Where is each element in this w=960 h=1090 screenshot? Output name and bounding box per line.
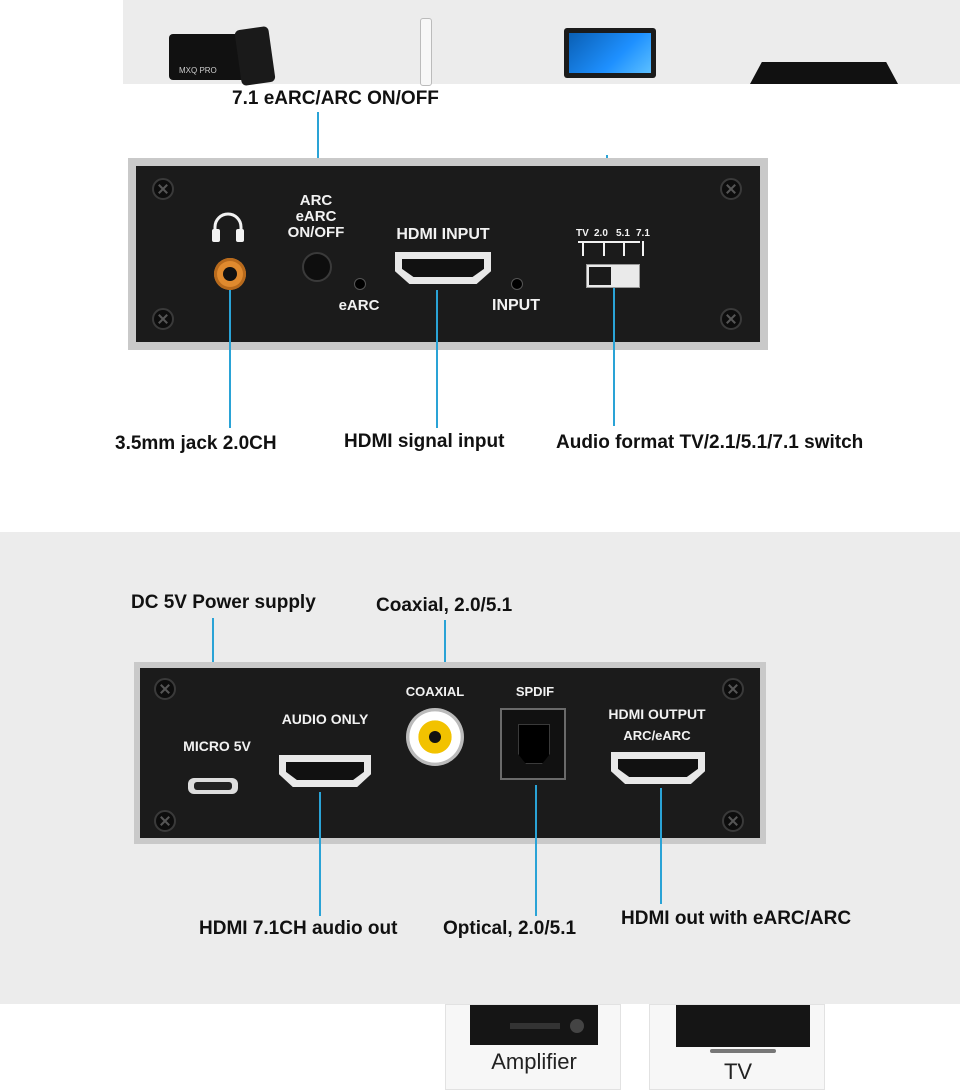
screw-icon [154, 678, 176, 700]
amplifier-card [445, 1004, 621, 1090]
micro-usb-port[interactable] [188, 778, 238, 794]
input-led [511, 278, 523, 290]
callout-hdmi-in: HDMI signal input [344, 431, 505, 452]
line-hdmi-in [436, 290, 438, 428]
remote-control [234, 26, 275, 86]
screw-icon [722, 678, 744, 700]
callout-optical: Optical, 2.0/5.1 [443, 918, 577, 939]
tv-receiver [750, 62, 898, 84]
spdif-label: SPDIF [515, 684, 555, 699]
arc-earc-toggle-button[interactable] [302, 252, 332, 282]
input-led-label: INPUT [492, 297, 540, 314]
amplifier-image [470, 1005, 598, 1045]
arc-button-label: ARC eARC ON/OFF [287, 192, 345, 241]
micro-5v-label: MICRO 5V [183, 738, 251, 754]
screw-icon [154, 810, 176, 832]
screw-icon [152, 178, 174, 200]
coaxial-port[interactable] [406, 708, 464, 766]
hdmi-input-port[interactable] [395, 252, 491, 284]
tv-stand [710, 1049, 776, 1053]
screw-icon [722, 810, 744, 832]
tv-card [649, 1004, 825, 1090]
hdmi-output-sub-label: ARC/eARC [623, 728, 691, 743]
switch-pos-5-1: 5.1 [616, 228, 630, 239]
earc-led [354, 278, 366, 290]
optical-spdif-port[interactable] [500, 708, 566, 780]
audio-only-label: AUDIO ONLY [281, 711, 369, 727]
bottom-device-panel [140, 668, 760, 838]
line-format-switch [613, 288, 615, 426]
hdmi-output-label: HDMI OUTPUT [608, 706, 706, 722]
amplifier-label: Amplifier [491, 1049, 577, 1074]
switch-pos-2-0: 2.0 [594, 228, 608, 239]
callout-power: DC 5V Power supply [131, 592, 316, 613]
switch-pos-7-1: 7.1 [636, 228, 650, 239]
callout-coaxial: Coaxial, 2.0/5.1 [376, 595, 513, 616]
callout-jack: 3.5mm jack 2.0CH [115, 433, 277, 454]
hdmi-output-port[interactable] [611, 752, 705, 784]
source-devices-strip [123, 0, 960, 84]
line-hdmi-out [660, 788, 662, 904]
tv-box-brand: MXQ PRO [179, 66, 217, 75]
audio-format-switch[interactable] [586, 264, 640, 288]
hdmi-input-label: HDMI INPUT [396, 226, 490, 243]
headphones-icon [210, 211, 246, 243]
switch-pos-tv: TV [576, 228, 589, 239]
audio-jack-3-5mm[interactable] [214, 258, 246, 290]
line-hdmi-audio-out [319, 792, 321, 916]
screw-icon [152, 308, 174, 330]
game-console [420, 18, 432, 86]
callout-format-switch: Audio format TV/2.1/5.1/7.1 switch [556, 432, 864, 453]
line-optical [535, 785, 537, 916]
callout-hdmi-audio-out: HDMI 7.1CH audio out [199, 918, 398, 939]
screw-icon [720, 308, 742, 330]
coaxial-label: COAXIAL [405, 684, 465, 699]
laptop [564, 28, 656, 78]
callout-hdmi-out: HDMI out with eARC/ARC [621, 908, 852, 929]
tv-label: TV [723, 1059, 753, 1084]
callout-earc-toggle: 7.1 eARC/ARC ON/OFF [232, 88, 439, 109]
tv-image [676, 1005, 810, 1047]
screw-icon [720, 178, 742, 200]
earc-led-label: eARC [338, 297, 380, 314]
line-jack [229, 290, 231, 428]
format-switch-legend [574, 228, 670, 258]
laptop-screen [569, 33, 651, 73]
hdmi-audio-out-port[interactable] [279, 755, 371, 787]
